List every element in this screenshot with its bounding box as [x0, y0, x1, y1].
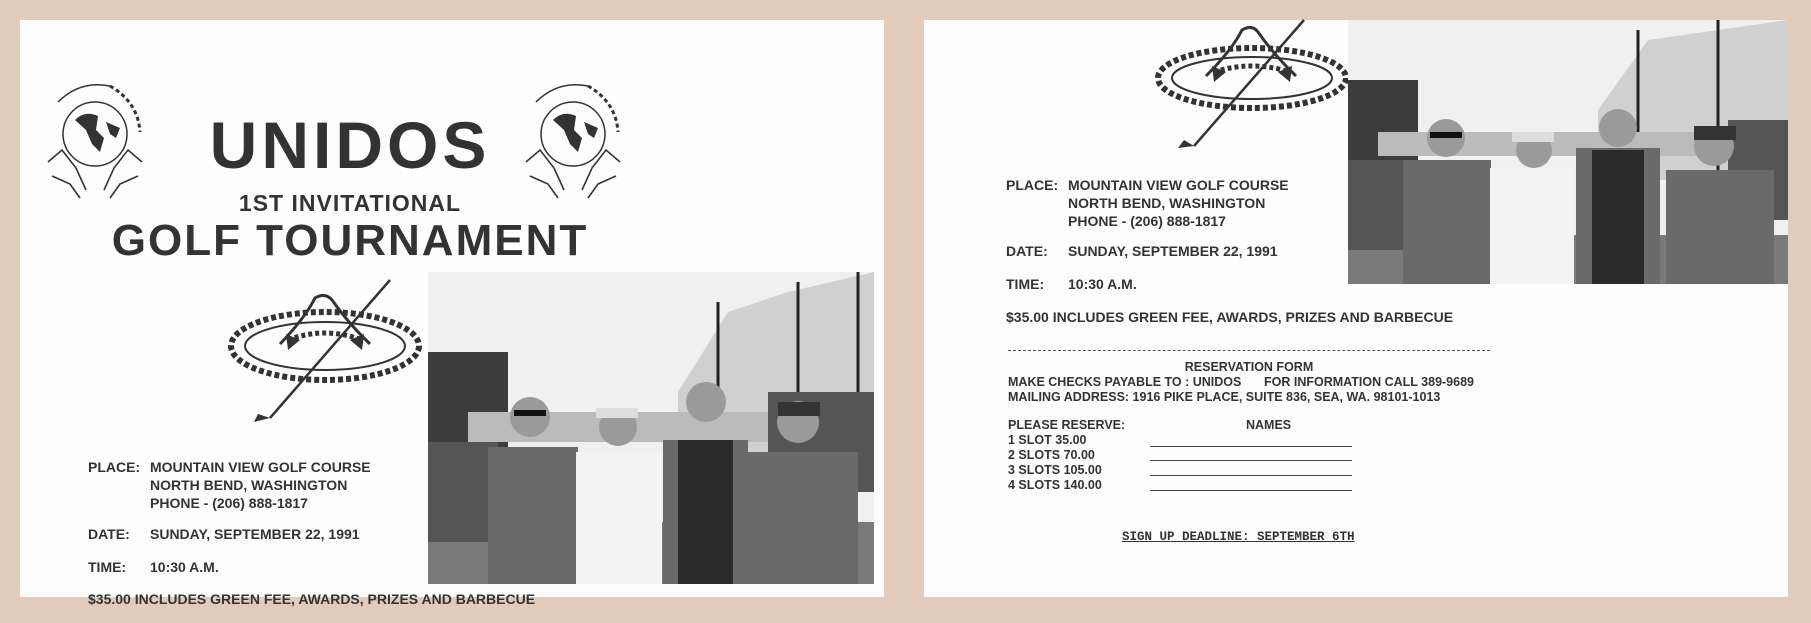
- place-block: [1006, 176, 1289, 230]
- reservation-form-heading: RESERVATION FORM: [1184, 360, 1314, 374]
- place-line1: MOUNTAIN VIEW GOLF COURSE: [1068, 177, 1289, 193]
- time-row: [1006, 275, 1137, 293]
- flyer-event: GOLF TOURNAMENT: [111, 216, 589, 265]
- place-line1: MOUNTAIN VIEW GOLF COURSE: [150, 459, 371, 475]
- date-row: [88, 525, 360, 543]
- name-blank-line-2: [1150, 460, 1352, 461]
- date-row: [1006, 242, 1278, 260]
- slot-option-2: 2 SLOTS 70.00: [1008, 448, 1095, 462]
- slot-option-1: 1 SLOT 35.00: [1008, 433, 1087, 447]
- time-label: TIME:: [88, 559, 127, 575]
- globe-hands-logo-icon: [40, 72, 150, 202]
- slot-option-3: 3 SLOTS 105.00: [1008, 463, 1102, 477]
- checks-payable-line: MAKE CHECKS PAYABLE TO : UNIDOS: [1008, 375, 1242, 389]
- globe-hands-logo-icon: [518, 72, 628, 202]
- sombrero-golf-club-icon: [1154, 20, 1354, 150]
- place-phone: PHONE - (206) 888-1817: [150, 495, 308, 511]
- date-value: SUNDAY, SEPTEMBER 22, 1991: [1068, 243, 1278, 259]
- name-blank-line-1: [1150, 446, 1352, 447]
- cut-line-divider: [1008, 350, 1490, 351]
- place-block: [88, 458, 371, 512]
- time-value: 10:30 A.M.: [150, 559, 219, 575]
- golfers-photo: [428, 272, 874, 584]
- time-label: TIME:: [1006, 276, 1045, 292]
- time-value: 10:30 A.M.: [1068, 276, 1137, 292]
- place-line2: NORTH BEND, WASHINGTON: [150, 477, 348, 493]
- date-value: SUNDAY, SEPTEMBER 22, 1991: [150, 526, 360, 542]
- info-call-line: FOR INFORMATION CALL 389-9689: [1264, 375, 1474, 389]
- fee-line: $35.00 INCLUDES GREEN FEE, AWARDS, PRIZES AND BARBECUE: [88, 591, 536, 607]
- place-phone: PHONE - (206) 888-1817: [1068, 213, 1226, 229]
- flyer-front: [20, 20, 884, 607]
- names-label: NAMES: [1246, 418, 1292, 432]
- flyer-back: [924, 20, 1788, 597]
- please-reserve-label: PLEASE RESERVE:: [1008, 418, 1126, 432]
- place-label: PLACE:: [1006, 177, 1059, 193]
- flyer-subtitle: 1ST INVITATIONAL: [238, 190, 462, 216]
- sombrero-golf-club-icon: [230, 278, 430, 428]
- place-label: PLACE:: [88, 459, 141, 475]
- signup-deadline: SIGN UP DEADLINE: SEPTEMBER 6TH: [1122, 530, 1355, 544]
- place-line2: NORTH BEND, WASHINGTON: [1068, 195, 1266, 211]
- date-label: DATE:: [1006, 243, 1048, 259]
- name-blank-line-3: [1150, 475, 1352, 476]
- mailing-address-line: MAILING ADDRESS: 1916 PIKE PLACE, SUITE 836, SEA, WA. 98101-1013: [1008, 390, 1441, 404]
- name-blank-line-4: [1150, 490, 1352, 491]
- date-label: DATE:: [88, 526, 130, 542]
- fee-line: $35.00 INCLUDES GREEN FEE, AWARDS, PRIZES AND BARBECUE: [1006, 309, 1454, 325]
- time-row: [88, 558, 219, 576]
- slot-option-4: 4 SLOTS 140.00: [1008, 478, 1102, 492]
- flyer-title: UNIDOS: [209, 108, 491, 182]
- golfers-photo: [1348, 20, 1788, 284]
